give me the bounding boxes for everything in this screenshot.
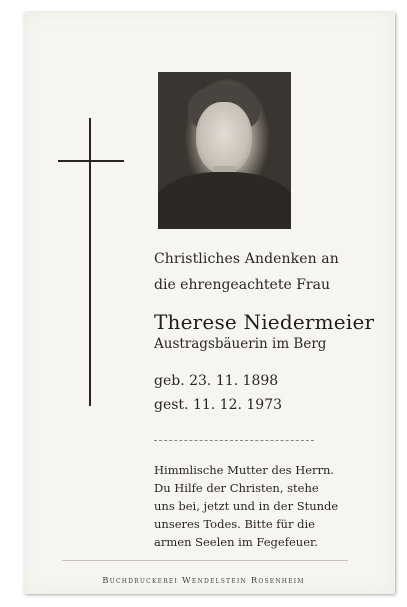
intro-line-1: Christliches Andenken an [154,251,339,267]
prayer-line: uns bei, jetzt und in der Stunde [154,499,339,513]
prayer-line: armen Seelen im Fegefeuer. [154,535,318,549]
portrait-face [196,102,252,174]
portrait-clothing [158,172,291,229]
occupation: Austragsbäuerin im Berg [154,336,327,352]
divider [154,440,314,441]
deceased-name: Therese Niedermeier [154,310,375,334]
footer-rule [62,560,348,561]
prayer-line: Himmlische Mutter des Herrn. [154,463,335,477]
cross-icon-bar [58,160,124,162]
birth-date: geb. 23. 11. 1898 [154,373,279,389]
portrait-photo [158,72,291,229]
intro-line-2: die ehrengeachtete Frau [154,277,330,293]
printer-credit: Buchdruckerei Wendelstein Rosenheim [102,575,305,586]
prayer-line: unseres Todes. Bitte für die [154,517,315,531]
death-date: gest. 11. 12. 1973 [154,397,283,413]
prayer-line: Du Hilfe der Christen, stehe [154,481,319,495]
